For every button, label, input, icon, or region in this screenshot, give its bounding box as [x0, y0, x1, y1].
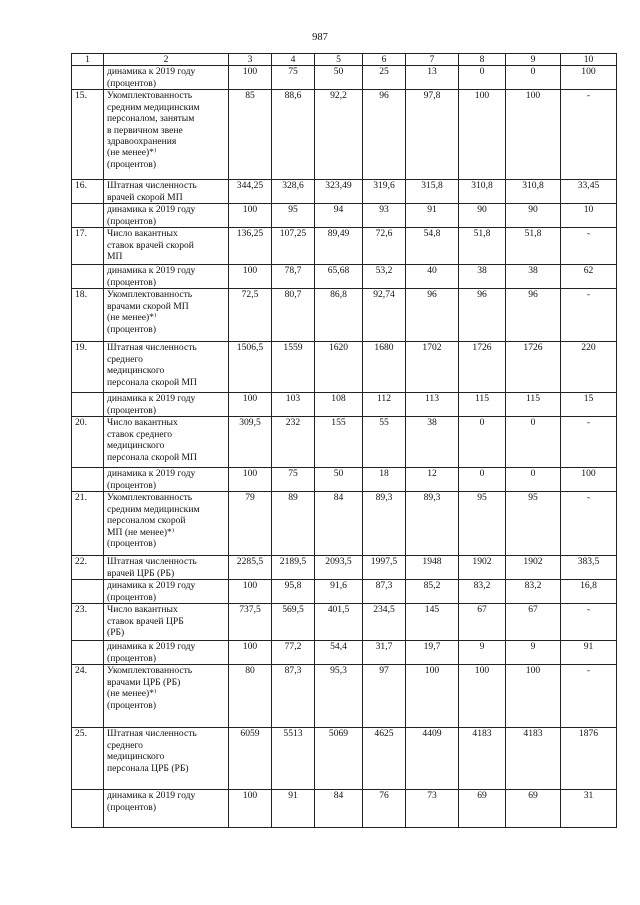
value-cell: 91,6 — [315, 580, 363, 604]
value-cell: 25 — [363, 66, 406, 90]
page-number: 987 — [312, 32, 328, 43]
value-cell: 100 — [229, 66, 272, 90]
value-cell: 310,8 — [459, 180, 506, 204]
value-cell: 4183 — [506, 728, 561, 790]
row-number: 18. — [72, 289, 104, 342]
value-cell: 232 — [272, 417, 315, 468]
value-cell: 220 — [561, 342, 617, 393]
table-row — [72, 790, 617, 828]
value-cell: 33,45 — [561, 180, 617, 204]
column-header: 5 — [315, 54, 363, 66]
value-cell: 112 — [363, 393, 406, 417]
value-cell: 113 — [406, 393, 459, 417]
value-cell: 18 — [363, 468, 406, 492]
value-cell: 10 — [561, 204, 617, 228]
value-cell: 89 — [272, 492, 315, 556]
column-header: 7 — [406, 54, 459, 66]
value-cell: 100 — [406, 665, 459, 728]
value-cell: 69 — [506, 790, 561, 828]
value-cell: 100 — [229, 265, 272, 289]
value-cell: 38 — [459, 265, 506, 289]
value-cell: 1948 — [406, 556, 459, 580]
value-cell: 100 — [561, 66, 617, 90]
value-cell: 19,7 — [406, 641, 459, 665]
value-cell: 31,7 — [363, 641, 406, 665]
value-cell: 1680 — [363, 342, 406, 393]
value-cell: 1559 — [272, 342, 315, 393]
row-number: 22. — [72, 556, 104, 580]
value-cell: 2285,5 — [229, 556, 272, 580]
value-cell: 383,5 — [561, 556, 617, 580]
value-cell: 16,8 — [561, 580, 617, 604]
row-number: 15. — [72, 90, 104, 180]
row-number — [72, 265, 104, 289]
value-cell: 4409 — [406, 728, 459, 790]
table-body — [72, 66, 617, 828]
row-number — [72, 790, 104, 828]
indicator-name: Укомплектованность врачами ЦРБ (РБ) (не менее)*⁾ (процентов) — [104, 665, 229, 728]
value-cell: 108 — [315, 393, 363, 417]
indicator-name: Число вакантных ставок врачей скорой МП — [104, 228, 229, 265]
value-cell: 1702 — [406, 342, 459, 393]
indicator-name: динамика к 2019 году (процентов) — [104, 204, 229, 228]
value-cell: 1506,5 — [229, 342, 272, 393]
value-cell: 100 — [229, 204, 272, 228]
row-number: 19. — [72, 342, 104, 393]
value-cell: 72,6 — [363, 228, 406, 265]
value-cell: 737,5 — [229, 604, 272, 641]
column-header: 8 — [459, 54, 506, 66]
value-cell: 78,7 — [272, 265, 315, 289]
value-cell: 83,2 — [459, 580, 506, 604]
value-cell: - — [561, 492, 617, 556]
table-row — [72, 90, 617, 180]
table-row — [72, 468, 617, 492]
table-row — [72, 393, 617, 417]
value-cell: 107,25 — [272, 228, 315, 265]
table-row — [72, 604, 617, 641]
value-cell: 1620 — [315, 342, 363, 393]
indicator-name: динамика к 2019 году (процентов) — [104, 265, 229, 289]
value-cell: 69 — [459, 790, 506, 828]
value-cell: 87,3 — [363, 580, 406, 604]
value-cell: 145 — [406, 604, 459, 641]
value-cell: 115 — [506, 393, 561, 417]
value-cell: 84 — [315, 790, 363, 828]
value-cell: 100 — [229, 580, 272, 604]
value-cell: 95 — [272, 204, 315, 228]
value-cell: 96 — [459, 289, 506, 342]
value-cell: 9 — [459, 641, 506, 665]
value-cell: 54,4 — [315, 641, 363, 665]
value-cell: 2093,5 — [315, 556, 363, 580]
value-cell: 97 — [363, 665, 406, 728]
value-cell: 309,5 — [229, 417, 272, 468]
value-cell: 2189,5 — [272, 556, 315, 580]
value-cell: 100 — [506, 665, 561, 728]
value-cell: 1902 — [459, 556, 506, 580]
indicator-name: Число вакантных ставок среднего медицинского персонала скорой МП — [104, 417, 229, 468]
row-number — [72, 393, 104, 417]
value-cell: 97,8 — [406, 90, 459, 180]
value-cell: 50 — [315, 66, 363, 90]
value-cell: 40 — [406, 265, 459, 289]
value-cell: 0 — [506, 66, 561, 90]
table-row — [72, 417, 617, 468]
value-cell: 89,49 — [315, 228, 363, 265]
indicator-name: Штатная численность среднего медицинского персонала скорой МП — [104, 342, 229, 393]
value-cell: 53,2 — [363, 265, 406, 289]
value-cell: 5069 — [315, 728, 363, 790]
value-cell: 31 — [561, 790, 617, 828]
value-cell: 0 — [459, 417, 506, 468]
value-cell: 344,25 — [229, 180, 272, 204]
row-number: 25. — [72, 728, 104, 790]
value-cell: 100 — [229, 393, 272, 417]
row-number: 16. — [72, 180, 104, 204]
value-cell: 4183 — [459, 728, 506, 790]
table-row — [72, 665, 617, 728]
value-cell: 115 — [459, 393, 506, 417]
row-number: 21. — [72, 492, 104, 556]
value-cell: 38 — [406, 417, 459, 468]
value-cell: 79 — [229, 492, 272, 556]
indicator-name: Укомплектованность средним медицинским персоналом, занятым в первичном звене здравоохранения (не менее)*⁾ (процентов) — [104, 90, 229, 180]
indicator-name: Укомплектованность врачами скорой МП (не менее)*⁾ (процентов) — [104, 289, 229, 342]
value-cell: 95 — [459, 492, 506, 556]
value-cell: 100 — [459, 665, 506, 728]
value-cell: 1997,5 — [363, 556, 406, 580]
value-cell: 77,2 — [272, 641, 315, 665]
value-cell: - — [561, 289, 617, 342]
indicator-name: Укомплектованность средним медицинским персоналом скорой МП (не менее)*⁾ (процентов) — [104, 492, 229, 556]
row-number: 20. — [72, 417, 104, 468]
indicator-name: Число вакантных ставок врачей ЦРБ (РБ) — [104, 604, 229, 641]
row-number — [72, 468, 104, 492]
value-cell: 55 — [363, 417, 406, 468]
value-cell: 85,2 — [406, 580, 459, 604]
value-cell: 96 — [506, 289, 561, 342]
value-cell: 100 — [459, 90, 506, 180]
column-header: 3 — [229, 54, 272, 66]
value-cell: 90 — [506, 204, 561, 228]
value-cell: 75 — [272, 468, 315, 492]
value-cell: - — [561, 417, 617, 468]
value-cell: 88,6 — [272, 90, 315, 180]
value-cell: - — [561, 228, 617, 265]
indicator-name: динамика к 2019 году (процентов) — [104, 468, 229, 492]
value-cell: 100 — [506, 90, 561, 180]
table-row — [72, 66, 617, 90]
value-cell: - — [561, 604, 617, 641]
column-header: 6 — [363, 54, 406, 66]
value-cell: 328,6 — [272, 180, 315, 204]
staffing-table — [71, 53, 617, 828]
value-cell: 136,25 — [229, 228, 272, 265]
value-cell: 310,8 — [506, 180, 561, 204]
value-cell: 401,5 — [315, 604, 363, 641]
row-number — [72, 641, 104, 665]
value-cell: 6059 — [229, 728, 272, 790]
value-cell: - — [561, 665, 617, 728]
value-cell: 83,2 — [506, 580, 561, 604]
row-number: 23. — [72, 604, 104, 641]
value-cell: 91 — [561, 641, 617, 665]
value-cell: 84 — [315, 492, 363, 556]
value-cell: 15 — [561, 393, 617, 417]
indicator-name: динамика к 2019 году (процентов) — [104, 790, 229, 828]
value-cell: 315,8 — [406, 180, 459, 204]
value-cell: 67 — [506, 604, 561, 641]
table-row — [72, 556, 617, 580]
table-row — [72, 580, 617, 604]
value-cell: 5513 — [272, 728, 315, 790]
indicator-name: динамика к 2019 году (процентов) — [104, 66, 229, 90]
value-cell: 100 — [229, 641, 272, 665]
table-row — [72, 180, 617, 204]
value-cell: 103 — [272, 393, 315, 417]
value-cell: 1726 — [459, 342, 506, 393]
indicator-name: Штатная численность врачей ЦРБ (РБ) — [104, 556, 229, 580]
value-cell: 100 — [561, 468, 617, 492]
value-cell: 62 — [561, 265, 617, 289]
column-header: 1 — [72, 54, 104, 66]
table-row — [72, 289, 617, 342]
value-cell: 92,2 — [315, 90, 363, 180]
value-cell: 9 — [506, 641, 561, 665]
table-row — [72, 641, 617, 665]
value-cell: 0 — [459, 468, 506, 492]
column-header: 9 — [506, 54, 561, 66]
value-cell: 85 — [229, 90, 272, 180]
value-cell: 54,8 — [406, 228, 459, 265]
value-cell: 94 — [315, 204, 363, 228]
value-cell: 12 — [406, 468, 459, 492]
value-cell: 73 — [406, 790, 459, 828]
value-cell: 0 — [506, 468, 561, 492]
value-cell: 96 — [406, 289, 459, 342]
indicator-name: динамика к 2019 году (процентов) — [104, 641, 229, 665]
value-cell: 319,6 — [363, 180, 406, 204]
row-number — [72, 204, 104, 228]
table-row — [72, 204, 617, 228]
indicator-name: динамика к 2019 году (процентов) — [104, 393, 229, 417]
value-cell: 0 — [506, 417, 561, 468]
value-cell: 95,8 — [272, 580, 315, 604]
value-cell: 1876 — [561, 728, 617, 790]
value-cell: 93 — [363, 204, 406, 228]
indicator-name: динамика к 2019 году (процентов) — [104, 580, 229, 604]
value-cell: 96 — [363, 90, 406, 180]
value-cell: 72,5 — [229, 289, 272, 342]
value-cell: 75 — [272, 66, 315, 90]
indicator-name: Штатная численность среднего медицинского персонала ЦРБ (РБ) — [104, 728, 229, 790]
row-number: 17. — [72, 228, 104, 265]
value-cell: 65,68 — [315, 265, 363, 289]
table-row — [72, 342, 617, 393]
value-cell: 89,3 — [363, 492, 406, 556]
value-cell: 89,3 — [406, 492, 459, 556]
table-row — [72, 728, 617, 790]
value-cell: 51,8 — [459, 228, 506, 265]
table-row — [72, 228, 617, 265]
value-cell: 323,49 — [315, 180, 363, 204]
value-cell: 95,3 — [315, 665, 363, 728]
indicator-name: Штатная численность врачей скорой МП — [104, 180, 229, 204]
value-cell: 80 — [229, 665, 272, 728]
value-cell: 92,74 — [363, 289, 406, 342]
value-cell: 67 — [459, 604, 506, 641]
column-header: 10 — [561, 54, 617, 66]
value-cell: 569,5 — [272, 604, 315, 641]
value-cell: 100 — [229, 468, 272, 492]
value-cell: 100 — [229, 790, 272, 828]
value-cell: 50 — [315, 468, 363, 492]
row-number: 24. — [72, 665, 104, 728]
value-cell: 91 — [272, 790, 315, 828]
value-cell: 90 — [459, 204, 506, 228]
table-row — [72, 265, 617, 289]
value-cell: 155 — [315, 417, 363, 468]
column-number-row — [72, 54, 617, 66]
column-header: 2 — [104, 54, 229, 66]
value-cell: 76 — [363, 790, 406, 828]
column-header: 4 — [272, 54, 315, 66]
value-cell: 86,8 — [315, 289, 363, 342]
value-cell: 80,7 — [272, 289, 315, 342]
value-cell: 1726 — [506, 342, 561, 393]
value-cell: 91 — [406, 204, 459, 228]
value-cell: 38 — [506, 265, 561, 289]
value-cell: 4625 — [363, 728, 406, 790]
row-number — [72, 580, 104, 604]
row-number — [72, 66, 104, 90]
value-cell: 13 — [406, 66, 459, 90]
value-cell: - — [561, 90, 617, 180]
value-cell: 87,3 — [272, 665, 315, 728]
value-cell: 0 — [459, 66, 506, 90]
table-row — [72, 492, 617, 556]
value-cell: 95 — [506, 492, 561, 556]
value-cell: 1902 — [506, 556, 561, 580]
value-cell: 51,8 — [506, 228, 561, 265]
value-cell: 234,5 — [363, 604, 406, 641]
